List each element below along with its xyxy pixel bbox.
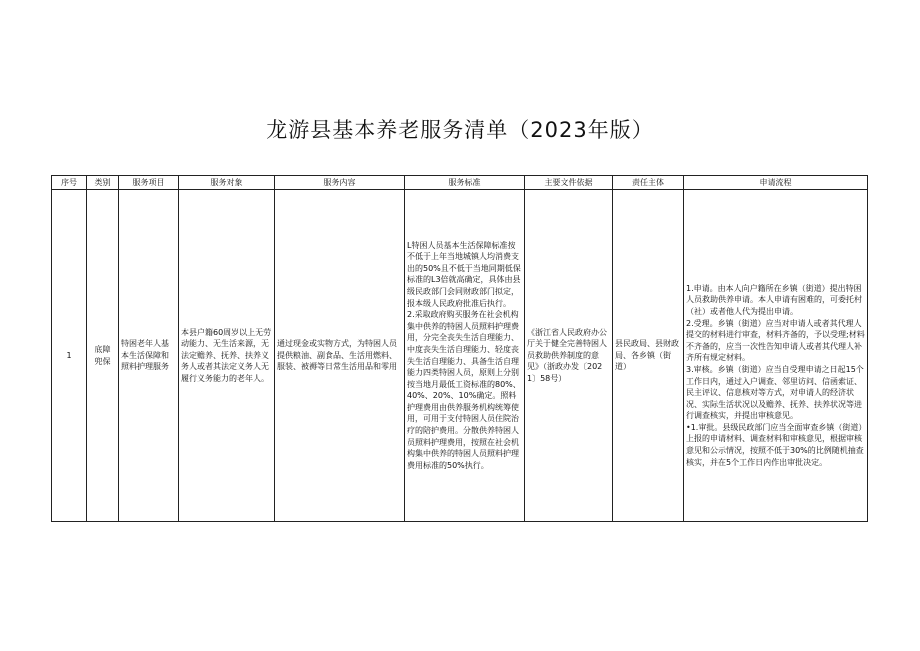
- cell-basis: 《浙江省人民政府办公厅关于健全完善特困人员救助供养制度的意见》（浙政办发〔2021〕58号）: [525, 190, 613, 522]
- process-step-approve: •1.审批。县级民政部门应当全面审查乡镇（街道）上报的申请材料、调查材料和审核意见，根据审核意见和公示情况，按照不低于30%的比例随机抽查核实，并在5个工作日内作出审批决定。: [686, 422, 864, 467]
- cell-target: 本县户籍60周岁以上无劳动能力、无生活来源，无法定赡养、抚养、扶养义务人或者其法定义务人无履行义务能力的老年人。: [179, 190, 275, 522]
- header-index: 序号: [52, 176, 87, 190]
- header-item: 服务项目: [119, 176, 179, 190]
- header-target: 服务对象: [179, 176, 275, 190]
- cell-item: 特困老年人基本生活保障和照料护理服务: [119, 190, 179, 522]
- process-step-review: 3.审核。乡镇（街道）应当自受理申请之日起15个工作日内，通过入户调查、邻里访问、信函索证、民主评议、信息核对等方式，对申请人的经济状况、实际生活状况以及赡养、抚养、扶养状况等进行调查核实，并提出审核意见。: [686, 364, 864, 421]
- standard-paragraph-2: 2.采取政府购买服务在社会机构集中供养的特困人员照料护理费用，分完全丧失生活自理能力、中度丧失生活自理能力、轻度丧失生活自理能力、具备生活自理能力四类特困人员，原则上分别按当地月最低工资标准的80%、40%、20%、10%确定。照料护理费用由供养服务机构统筹使用，可用于支付特困人员住院治疗的陪护费用。分散供养特困人员照料护理费用，按照在社会机构集中供养的特困人员照料护理费用标准的50%执行。: [407, 310, 521, 470]
- process-step-apply: 1.申请。由本人向户籍所在乡镇（街道）提出特困人员救助供养申请。本人申请有困难的，可委托村（社）或者他人代为提出申请。: [686, 283, 862, 316]
- header-responsible: 责任主体: [613, 176, 684, 190]
- header-content: 服务内容: [275, 176, 405, 190]
- table-row: [52, 190, 868, 522]
- header-basis: 主要文件依据: [525, 176, 613, 190]
- header-standard: 服务标准: [405, 176, 525, 190]
- header-category: 类别: [87, 176, 119, 190]
- service-list-table: [51, 175, 868, 522]
- page-title: 龙游县基本养老服务清单（2023年版）: [266, 118, 654, 142]
- cell-process: [684, 190, 868, 522]
- table-header: [52, 176, 868, 190]
- cell-responsible: 县民政局、县财政局、各乡镇（街道）: [613, 190, 684, 522]
- standard-paragraph-1: L特困人员基本生活保障标准按不低于上年当地城镇人均消费支出的50%且不低于当地同期低保标准的L3倍就高确定，具体由县级民政部门会同财政部门拟定，报本级人民政府批准后执行。: [407, 240, 521, 308]
- process-step-accept: 2.受理。乡镇（街道）应当对申请人或者其代理人提交的材料进行审查，材料齐备的，予以受理;材料不齐备的，应当一次性告知申请人或者其代理人补齐所有规定材料。: [686, 318, 865, 363]
- cell-standard: [405, 190, 525, 522]
- header-process: 申请流程: [684, 176, 868, 190]
- header-row: [52, 176, 868, 190]
- cell-index: 1: [52, 190, 87, 522]
- cell-content: 通过现金或实物方式，为特困人员提供粮油、副食品、生活用燃料、服装、被褥等日常生活用品和零用: [275, 190, 405, 522]
- cell-category: 底障兜保: [87, 190, 119, 522]
